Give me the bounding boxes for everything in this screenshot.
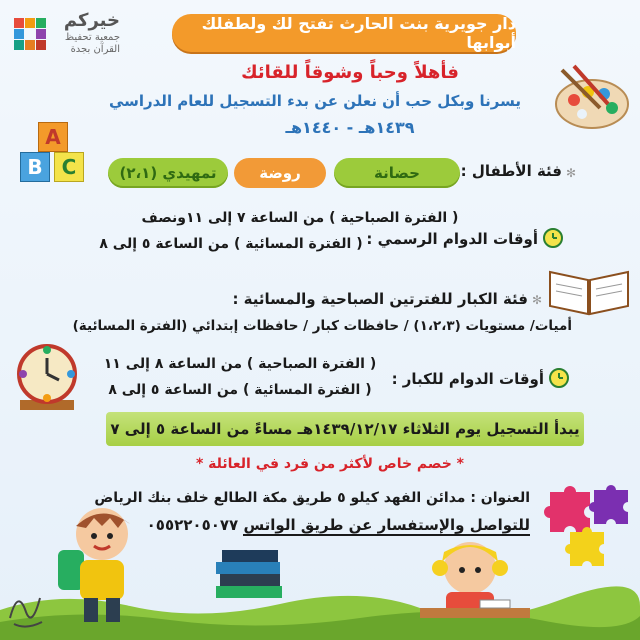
adults-bullet-icon: ✻ <box>532 293 543 307</box>
logo <box>12 10 124 56</box>
alarm-clock-icon-2 <box>548 366 570 388</box>
block-a: A <box>38 122 68 152</box>
pill-nursery: حضانة <box>334 158 460 188</box>
adult-hours-label: أوقات الدوام للكبار : <box>391 370 544 388</box>
adults-label: فئة الكبار للفترتين الصباحية والمسائية : <box>232 290 528 308</box>
paint-palette-icon <box>552 64 632 132</box>
wooden-clock-icon <box>14 340 80 414</box>
kids-label: فئة الأطفال : <box>460 162 562 180</box>
adult-morning: ( الفترة الصباحية ) من الساعة ٨ إلى ١١ <box>103 356 377 372</box>
registration-banner <box>106 412 584 446</box>
phone-number: ٠٥٥٢٢٠٥٠٧٧ <box>146 516 239 534</box>
pill-preparatory: تمهيدي (٢،١) <box>108 158 228 188</box>
books-stack-icon <box>212 548 286 602</box>
academic-year: ١٤٣٩هـ - ١٤٤٠هـ <box>285 118 415 137</box>
block-b: B <box>20 152 50 182</box>
contact-text: للتواصل والإستفسار عن طريق الواتس <box>243 516 530 534</box>
signature-mark <box>4 578 48 634</box>
open-book-icon <box>546 262 632 318</box>
adults-levels: أميات/ مستويات (١،٢،٣) / حافظات كبار / حافظات إبتدائي (الفترة المسائية) <box>72 318 572 334</box>
logo-mark-icon <box>12 16 48 52</box>
discount-note: * خصم خاص لأكثر من فرد في العائلة * <box>195 456 464 472</box>
official-morning <box>70 210 530 226</box>
official-evening <box>86 236 376 252</box>
official-morning-text: ( الفترة الصباحية ) من الساعة ٧ إلى ١١ونصف <box>141 210 459 226</box>
adult-evening: ( الفترة المسائية ) من الساعة ٥ إلى ٨ <box>108 382 372 398</box>
alarm-clock-icon <box>542 226 564 248</box>
boy-illustration <box>50 500 150 630</box>
logo-subtitle-1: جمعية تحفيظ <box>64 32 120 43</box>
pill-kindergarten: روضة <box>234 158 326 188</box>
address: العنوان : مدائن الفهد كيلو ٥ طريق مكة الطالع خلف بنك الرياض <box>94 490 530 506</box>
welcome-subtitle: يسرنا وبكل حب أن نعلن عن بدء التسجيل للعام الدراسي <box>108 92 522 110</box>
abc-blocks-icon <box>14 122 100 184</box>
official-evening-text: ( الفترة المسائية ) من الساعة ٥ إلى ٨ <box>99 236 363 252</box>
block-c: C <box>54 152 84 182</box>
girl-at-desk-illustration <box>410 528 540 632</box>
official-hours-label: أوقات الدوام الرسمي : <box>366 230 538 248</box>
registration-text: يبدأ التسجيل يوم الثلاثاء ١٤٣٩/١٢/١٧هـ مساءً من الساعة ٥ إلى ٧ <box>110 420 580 438</box>
logo-subtitle-2: القرآن بجدة <box>70 44 120 55</box>
welcome-heading: فأهلاً وحباً وشوقاً للقائك <box>241 62 459 83</box>
kids-bullet-icon: ✻ <box>566 166 577 180</box>
logo-name: خيركم <box>63 10 120 31</box>
title-banner: دار جويرية بنت الحارث تفتح لك ولطفلك أبوابها <box>172 14 516 52</box>
puzzle-pieces-icon <box>540 472 636 568</box>
